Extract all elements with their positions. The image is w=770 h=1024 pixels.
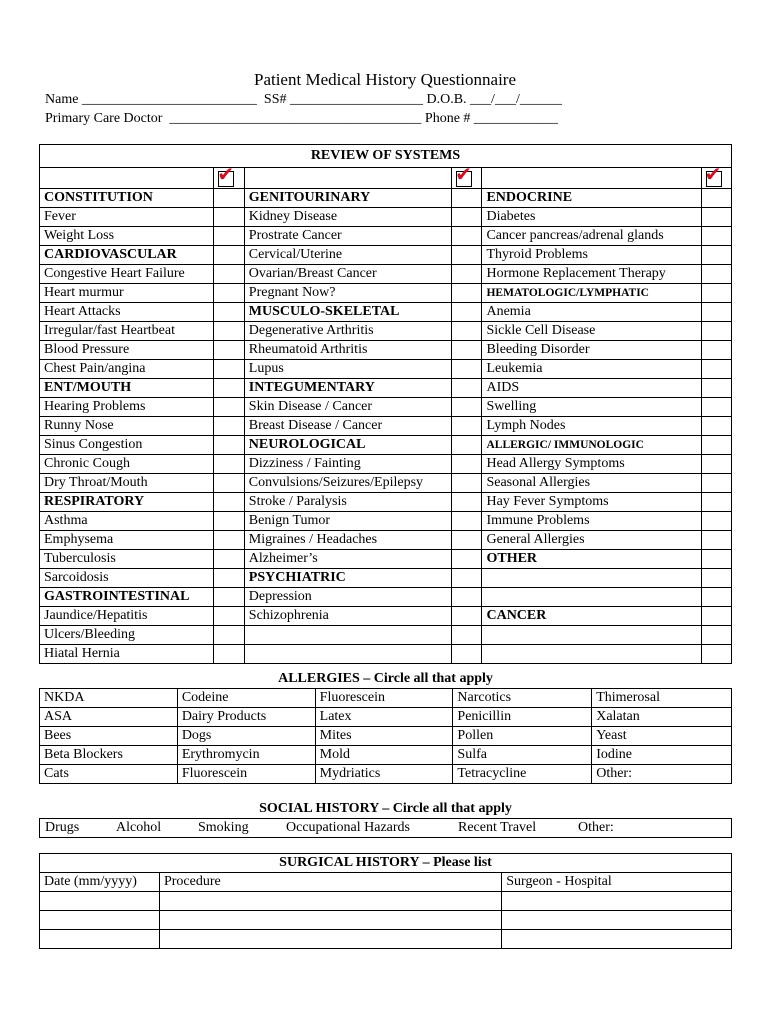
ros-row [40,512,732,531]
ros-checkbox-cell[interactable] [214,303,244,322]
ros-item: Heart murmur [40,284,214,303]
ros-item: ALLERGIC/ IMMUNOLOGIC [482,436,701,455]
ros-checkbox-cell[interactable] [701,531,731,550]
allergy-option[interactable]: Sulfa [453,746,592,765]
ros-item: Hearing Problems [40,398,214,417]
ros-item: Pregnant Now? [244,284,451,303]
ros-checkbox-cell[interactable] [214,569,244,588]
ros-item: Seasonal Allergies [482,474,701,493]
ros-item: Bleeding Disorder [482,341,701,360]
allergy-option[interactable]: Xalatan [592,708,732,727]
ros-item: Weight Loss [40,227,214,246]
ros-item: Hiatal Hernia [40,645,214,664]
surgical-entry-cell[interactable] [40,892,160,911]
ros-item [244,626,451,645]
ros-item: Breast Disease / Cancer [244,417,451,436]
ros-item: Leukemia [482,360,701,379]
social-option[interactable]: Drugs [45,820,80,835]
ros-item: Cancer pancreas/adrenal glands [482,227,701,246]
ros-checkbox-cell[interactable] [452,455,482,474]
ros-item: Chest Pain/angina [40,360,214,379]
ros-checkbox-cell[interactable] [214,265,244,284]
check-column-1[interactable] [214,162,244,189]
ros-checkbox-cell[interactable] [452,569,482,588]
ros-checkbox-cell[interactable] [701,265,731,284]
ros-row [40,341,732,360]
ros-checkbox-cell[interactable] [701,208,731,227]
allergy-row [40,765,732,784]
allergy-option[interactable]: Mites [315,727,453,746]
allergy-option[interactable]: Mold [315,746,453,765]
ros-checkbox-cell[interactable] [701,189,731,208]
ros-row [40,189,732,208]
ros-item: INTEGUMENTARY [244,379,451,398]
ros-item: Fever [40,208,214,227]
allergy-row [40,708,732,727]
ros-checkbox-cell[interactable] [701,493,731,512]
ros-item: Emphysema [40,531,214,550]
ros-checkbox-cell[interactable] [452,512,482,531]
ros-item [482,645,701,664]
ros-checkbox-cell[interactable] [214,493,244,512]
ros-checkbox-cell[interactable] [452,398,482,417]
ros-checkbox-cell[interactable] [701,626,731,645]
allergies-heading: ALLERGIES – Circle all that apply [278,671,493,686]
ros-item: Benign Tumor [244,512,451,531]
ros-checkbox-cell[interactable] [214,588,244,607]
surgical-entry-row [40,892,732,911]
ros-checkbox-cell[interactable] [701,322,731,341]
ros-checkbox-cell[interactable] [701,436,731,455]
ros-row [40,227,732,246]
allergy-option[interactable]: Tetracycline [453,765,592,784]
ros-item: Hormone Replacement Therapy [482,265,701,284]
ros-item: RESPIRATORY [40,493,214,512]
surgical-entry-cell[interactable] [159,911,501,930]
surgical-entry-cell[interactable] [502,911,732,930]
allergy-option[interactable]: Cats [40,765,178,784]
allergy-row [40,746,732,765]
allergy-option[interactable]: Pollen [453,727,592,746]
ros-item: CARDIOVASCULAR [40,246,214,265]
ros-checkbox-cell[interactable] [452,303,482,322]
ros-checkbox-cell[interactable] [214,474,244,493]
ros-item: Kidney Disease [244,208,451,227]
ros-checkbox-cell[interactable] [701,360,731,379]
ros-checkbox-cell[interactable] [701,569,731,588]
ros-row [40,284,732,303]
ros-item: Depression [244,588,451,607]
ros-checkbox-cell[interactable] [452,360,482,379]
surgical-entry-cell[interactable] [159,892,501,911]
ros-checkbox-cell[interactable] [452,588,482,607]
ros-row [40,360,732,379]
ros-row [40,569,732,588]
ros-row [40,322,732,341]
surgical-column-header: Procedure [159,873,501,892]
ros-row [40,607,732,626]
surgical-entry-row [40,930,732,949]
ros-item: Migraines / Headaches [244,531,451,550]
ros-checkbox-cell[interactable] [701,455,731,474]
social-option[interactable]: Occupational Hazards [286,820,410,835]
ros-item: GASTROINTESTINAL [40,588,214,607]
ros-item: Thyroid Problems [482,246,701,265]
ros-checkbox-cell[interactable] [701,417,731,436]
allergy-option[interactable]: Other: [592,765,732,784]
ros-checkbox-cell[interactable] [701,303,731,322]
ros-heading: REVIEW OF SYSTEMS [40,145,732,168]
allergy-option[interactable]: NKDA [40,689,178,708]
ros-checkbox-cell[interactable] [452,189,482,208]
ros-checkbox-cell[interactable] [452,265,482,284]
ros-row [40,626,732,645]
ros-checkbox-cell[interactable] [214,626,244,645]
ros-checkbox-cell[interactable] [214,607,244,626]
ros-checkbox-cell[interactable] [701,227,731,246]
ros-checkbox-cell[interactable] [214,341,244,360]
checkmark-icon: ✔ [704,162,722,186]
ros-checkbox-cell[interactable] [214,284,244,303]
ros-item: Jaundice/Hepatitis [40,607,214,626]
ros-item: Asthma [40,512,214,531]
social-heading: SOCIAL HISTORY – Circle all that apply [259,801,512,816]
ros-item: CANCER [482,607,701,626]
allergy-option[interactable]: Codeine [177,689,315,708]
ros-checkbox-cell[interactable] [452,645,482,664]
ros-row [40,493,732,512]
allergy-row [40,727,732,746]
social-option[interactable]: Alcohol [116,820,162,835]
check-column-2[interactable] [452,162,482,189]
ros-checkbox-cell[interactable] [214,227,244,246]
allergy-option[interactable]: Penicillin [453,708,592,727]
ros-item: PSYCHIATRIC [244,569,451,588]
ros-row [40,303,732,322]
ros-checkbox-cell[interactable] [214,208,244,227]
ros-item: Sarcoidosis [40,569,214,588]
allergy-option[interactable]: Latex [315,708,453,727]
ros-item: General Allergies [482,531,701,550]
ros-checkbox-cell[interactable] [452,322,482,341]
doctor-info-line[interactable]: Primary Care Doctor ____________________________________ Phone # ____________ [45,111,558,126]
ros-row [40,436,732,455]
allergy-option[interactable]: Fluorescein [315,689,453,708]
ros-checkbox-cell[interactable] [214,512,244,531]
page-title: Patient Medical History Questionnaire [253,70,517,89]
ros-item: Degenerative Arthritis [244,322,451,341]
ros-item: NEUROLOGICAL [244,436,451,455]
surgical-entry-cell[interactable] [40,930,160,949]
allergy-option[interactable]: Dogs [177,727,315,746]
ros-item: Immune Problems [482,512,701,531]
ros-checkbox-cell[interactable] [701,379,731,398]
ros-checkbox-cell[interactable] [214,417,244,436]
ros-checkbox-cell[interactable] [452,379,482,398]
social-option[interactable]: Smoking [198,820,249,835]
surgical-column-headers [40,873,732,892]
ros-item: GENITOURINARY [244,189,451,208]
ros-item: Cervical/Uterine [244,246,451,265]
ros-item: Head Allergy Symptoms [482,455,701,474]
ros-row [40,474,732,493]
ros-item: AIDS [482,379,701,398]
ros-item: Tuberculosis [40,550,214,569]
checkmark-icon: ✔ [217,162,235,186]
allergy-option[interactable]: Iodine [592,746,732,765]
ros-row [40,208,732,227]
ros-checkbox-cell[interactable] [701,246,731,265]
ros-checkbox-cell[interactable] [701,398,731,417]
ros-item [482,626,701,645]
ros-item: HEMATOLOGIC/LYMPHATIC [482,284,701,303]
social-option[interactable]: Recent Travel [458,820,537,835]
ros-checkbox-cell[interactable] [452,531,482,550]
social-history-table [39,800,732,838]
social-option[interactable]: Other: [578,820,614,835]
ros-item [482,588,701,607]
ros-item: Irregular/fast Heartbeat [40,322,214,341]
ros-item: Schizophrenia [244,607,451,626]
allergy-option[interactable]: Erythromycin [177,746,315,765]
ros-item [244,645,451,664]
ros-checkbox-cell[interactable] [214,398,244,417]
ros-checkbox-cell[interactable] [214,645,244,664]
ros-item: Congestive Heart Failure [40,265,214,284]
ros-item: Stroke / Paralysis [244,493,451,512]
ros-row [40,398,732,417]
surgical-column-header: Date (mm/yyyy) [40,873,160,892]
ros-checkbox-cell[interactable] [214,531,244,550]
surgical-entry-cell[interactable] [159,930,501,949]
ros-checkbox-cell[interactable] [701,284,731,303]
ros-item: Hay Fever Symptoms [482,493,701,512]
patient-info-line[interactable]: Name _________________________ SS# ___________________ D.O.B. ___/___/______ [45,92,562,107]
ros-item: Prostrate Cancer [244,227,451,246]
ros-checkbox-cell[interactable] [214,189,244,208]
ros-checkbox-cell[interactable] [214,379,244,398]
ros-checkbox-cell[interactable] [701,645,731,664]
ros-checkbox-cell[interactable] [452,607,482,626]
ros-item: Diabetes [482,208,701,227]
ros-item: Sinus Congestion [40,436,214,455]
ros-checkbox-cell[interactable] [452,417,482,436]
allergy-option[interactable]: Narcotics [453,689,592,708]
ros-checkbox-cell[interactable] [452,284,482,303]
ros-item: MUSCULO-SKELETAL [244,303,451,322]
ros-row [40,531,732,550]
ros-checkbox-cell[interactable] [452,227,482,246]
ros-checkbox-cell[interactable] [452,436,482,455]
check-column-3[interactable] [701,162,731,189]
ros-checkbox-cell[interactable] [452,493,482,512]
surgical-heading: SURGICAL HISTORY – Please list [40,854,732,873]
ros-row [40,246,732,265]
ros-row [40,265,732,284]
social-items-row [40,819,732,838]
ros-row [40,588,732,607]
ros-item: Dizziness / Fainting [244,455,451,474]
ros-item: Chronic Cough [40,455,214,474]
ros-item: Swelling [482,398,701,417]
ros-item: ENDOCRINE [482,189,701,208]
ros-row [40,645,732,664]
ros-checkbox-cell[interactable] [452,208,482,227]
surgical-entry-cell[interactable] [502,892,732,911]
ros-item: Convulsions/Seizures/Epilepsy [244,474,451,493]
ros-item: OTHER [482,550,701,569]
surgical-entry-cell[interactable] [502,930,732,949]
ros-checkbox-cell[interactable] [452,550,482,569]
ros-checkbox-cell[interactable] [701,607,731,626]
ros-item: Dry Throat/Mouth [40,474,214,493]
ros-item: Runny Nose [40,417,214,436]
ros-item: Anemia [482,303,701,322]
ros-checkbox-cell[interactable] [214,360,244,379]
ros-checkbox-cell[interactable] [452,341,482,360]
allergy-row [40,689,732,708]
allergy-option[interactable]: Beta Blockers [40,746,178,765]
ros-checkbox-cell[interactable] [214,246,244,265]
allergy-option[interactable]: Thimerosal [592,689,732,708]
ros-item: Ovarian/Breast Cancer [244,265,451,284]
ros-row [40,417,732,436]
ros-checkbox-cell[interactable] [701,341,731,360]
ros-item: ENT/MOUTH [40,379,214,398]
allergy-option[interactable]: Mydriatics [315,765,453,784]
ros-checkbox-cell[interactable] [701,588,731,607]
ros-item: Lupus [244,360,451,379]
ros-item: Heart Attacks [40,303,214,322]
allergy-option[interactable]: Yeast [592,727,732,746]
review-of-systems-table [39,144,732,664]
allergy-option[interactable]: Fluorescein [177,765,315,784]
ros-item: Ulcers/Bleeding [40,626,214,645]
ros-checkbox-cell[interactable] [701,474,731,493]
ros-item: Rheumatoid Arthritis [244,341,451,360]
ros-item [482,569,701,588]
ros-checkbox-cell[interactable] [701,550,731,569]
ros-checkbox-cell[interactable] [701,512,731,531]
ros-item: Skin Disease / Cancer [244,398,451,417]
ros-item: Alzheimer’s [244,550,451,569]
ros-item: CONSTITUTION [40,189,214,208]
allergy-option[interactable]: Dairy Products [177,708,315,727]
ros-item: Lymph Nodes [482,417,701,436]
ros-checkbox-cell[interactable] [452,626,482,645]
surgical-column-header: Surgeon - Hospital [502,873,732,892]
ros-item: Sickle Cell Disease [482,322,701,341]
ros-checkbox-cell[interactable] [214,550,244,569]
ros-row [40,455,732,474]
surgical-history-table [39,853,732,949]
allergies-table [39,670,732,784]
ros-row [40,379,732,398]
ros-item: Blood Pressure [40,341,214,360]
allergy-option[interactable]: Bees [40,727,178,746]
ros-checkbox-cell[interactable] [452,474,482,493]
surgical-entry-cell[interactable] [40,911,160,930]
checkmark-icon: ✔ [455,162,472,186]
ros-checkbox-cell[interactable] [452,246,482,265]
ros-row [40,550,732,569]
surgical-entry-row [40,911,732,930]
ros-checkbox-cell[interactable] [214,436,244,455]
allergy-option[interactable]: ASA [40,708,178,727]
ros-checkbox-cell[interactable] [214,322,244,341]
ros-checkbox-cell[interactable] [214,455,244,474]
